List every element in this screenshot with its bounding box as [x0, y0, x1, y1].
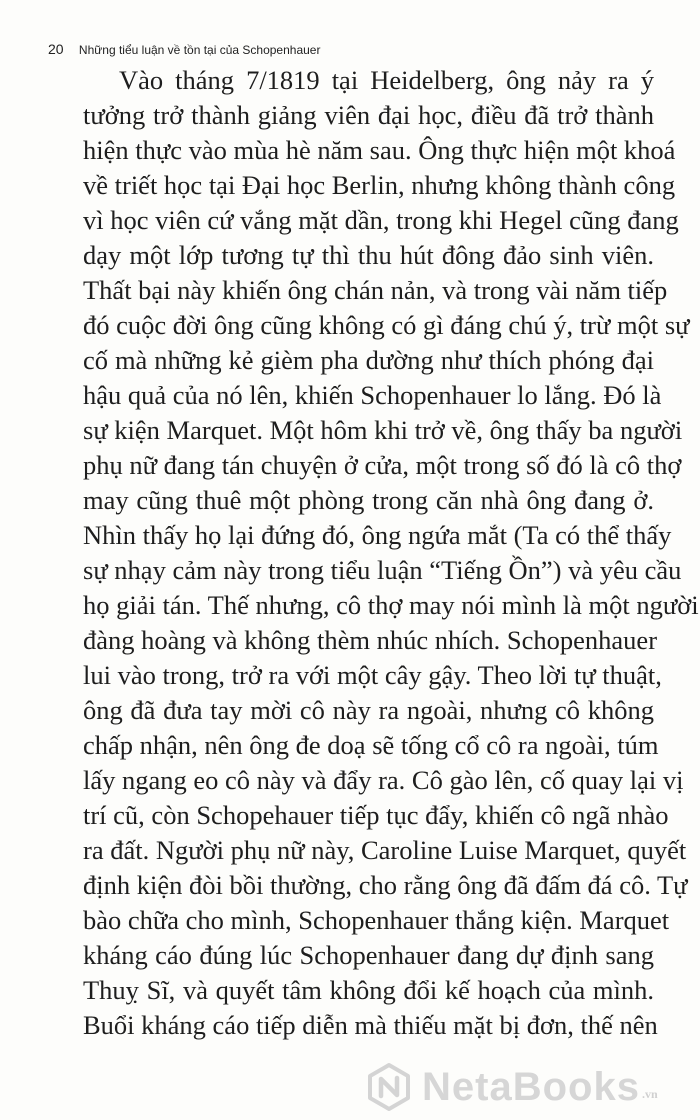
text-line: về triết học tại Đại học Berlin, nhưng không thành công — [83, 170, 676, 200]
text-line: đàng hoàng và không thèm nhúc nhích. Schopenhauer — [83, 625, 658, 655]
text-line: hiện thực vào mùa hè năm sau. Ông thực hiện một khoá — [83, 135, 676, 165]
netabooks-logo-icon — [364, 1062, 414, 1112]
text-line: lui vào trong, trở ra với một cây gậy. Theo lời tự thuật, — [83, 660, 662, 690]
text-line: vì học viên cứ vắng mặt dần, trong khi Hegel cũng đang — [83, 205, 679, 235]
text-line: bào chữa cho mình, Schopenhauer thắng kiện. Marquet — [83, 905, 670, 935]
text-line: may cũng thuê một phòng trong căn nhà ông đang ở. — [83, 485, 654, 515]
text-line: định kiện đòi bồi thường, cho rằng ông đã đấm đá cô. Tự — [83, 870, 688, 900]
watermark-suffix: .vn — [641, 1086, 658, 1101]
text-line: ông đã đưa tay mời cô này ra ngoài, nhưng cô không — [83, 695, 654, 725]
text-line: phụ nữ đang tán chuyện ở cửa, một trong số đó là cô thợ — [83, 450, 682, 480]
page-header — [48, 41, 320, 57]
text-line: họ giải tán. Thế nhưng, cô thợ may nói mình là một người — [83, 590, 699, 620]
text-line: Nhìn thấy họ lại đứng đó, ông ngứa mắt (Ta có thể thấy — [83, 520, 672, 550]
text-line: đó cuộc đời ông cũng không có gì đáng chú ý, trừ một sự — [83, 310, 690, 340]
text-line: trí cũ, còn Schopehauer tiếp tục đẩy, khiến cô ngã nhào — [83, 800, 669, 830]
text-line: Vào tháng 7/1819 tại Heidelberg, ông nảy ra ý — [119, 65, 654, 95]
netabooks-watermark — [364, 1062, 658, 1112]
text-line: Buổi kháng cáo tiếp diễn mà thiếu mặt bị đơn, thế nên — [83, 1010, 658, 1040]
watermark-text: NetaBooks — [422, 1064, 640, 1109]
text-line: Thuỵ Sĩ, và quyết tâm không đổi kế hoạch của mình. — [83, 975, 654, 1005]
text-line: lấy ngang eo cô này và đẩy ra. Cô gào lên, cố quay lại vị — [83, 765, 684, 795]
page-number: 20 — [48, 41, 64, 57]
text-line: hậu quả của nó lên, khiến Schopenhauer lo lắng. Đó là — [83, 380, 662, 410]
text-line: chấp nhận, nên ông đe doạ sẽ tống cổ cô ra ngoài, túm — [83, 730, 659, 760]
text-line: dạy một lớp tương tự thì thu hút đông đảo sinh viên. — [83, 240, 654, 270]
text-line: Thất bại này khiến ông chán nản, và trong vài năm tiếp — [83, 275, 668, 305]
text-line: cố mà những kẻ gièm pha dường như thích phóng đại — [83, 345, 654, 375]
text-line: sự kiện Marquet. Một hôm khi trở về, ông thấy ba người — [83, 415, 683, 445]
text-line: tưởng trở thành giảng viên đại học, điều đã trở thành — [83, 100, 654, 130]
text-line: sự nhạy cảm này trong tiểu luận “Tiếng Ồn”) và yêu cầu — [83, 555, 682, 585]
text-line: ra đất. Người phụ nữ này, Caroline Luise Marquet, quyết — [83, 835, 687, 865]
text-line: kháng cáo đúng lúc Schopenhauer đang dự định sang — [83, 940, 654, 970]
running-title: Những tiểu luận về tồn tại của Schopenhauer — [78, 43, 321, 57]
